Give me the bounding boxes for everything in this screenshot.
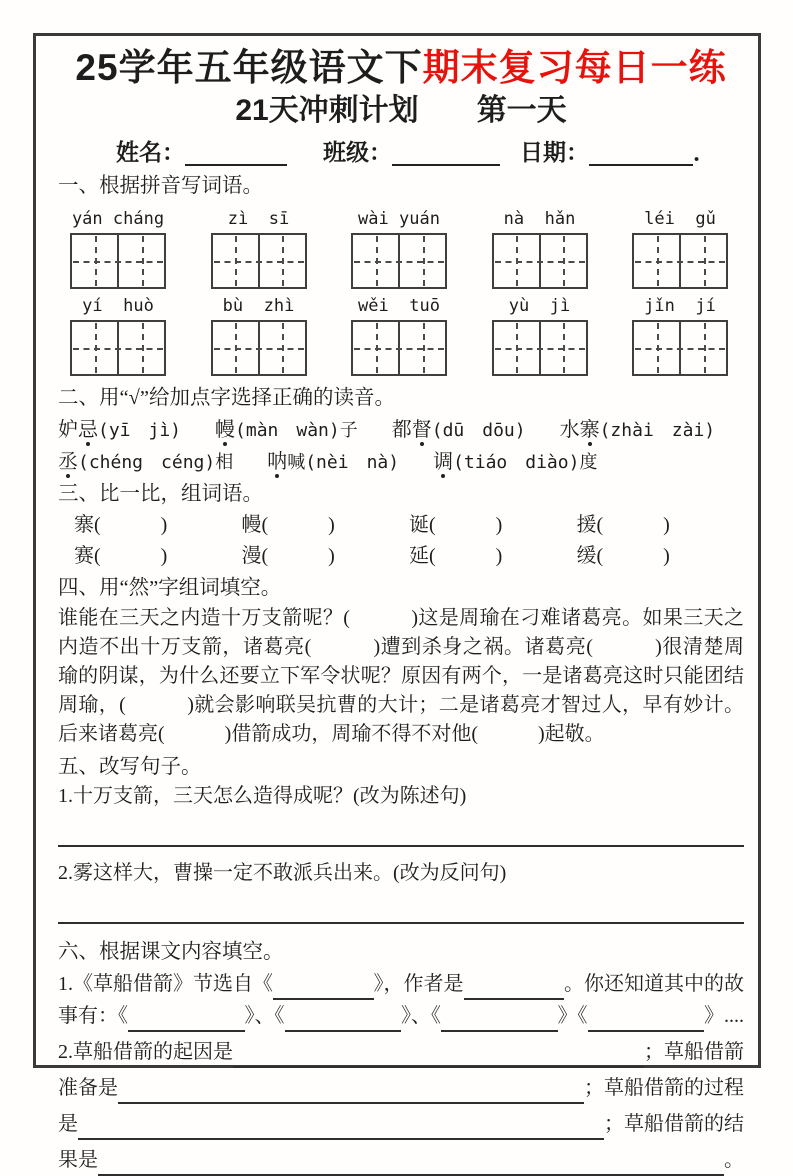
- pronunciation-item: [58, 414, 181, 446]
- writing-grid: [351, 233, 447, 289]
- word-blank: 寨( ): [74, 513, 168, 536]
- pronunciation-item: [392, 414, 526, 446]
- title-black-part: 25学年五年级语文下: [75, 47, 423, 88]
- grid-cell: [72, 322, 117, 374]
- fill-blank: [98, 1152, 724, 1176]
- grid-cell: [213, 235, 258, 287]
- title-red-part: 期末复习每日一练: [422, 47, 727, 88]
- grid-cell: [72, 235, 117, 287]
- pinyin-label: léi gǔ: [644, 209, 716, 230]
- pinyin-item: [199, 208, 319, 289]
- date-blank: [589, 142, 693, 166]
- writing-grid: [70, 320, 166, 376]
- compare-words-row-1: [58, 510, 744, 541]
- pinyin-item: [480, 208, 600, 289]
- pinyin-row-2: [58, 295, 744, 376]
- rewrite-question-1: 1.十万支箭，三天怎么造得成呢？(改为陈述句): [58, 785, 467, 808]
- class-label: 班级：: [323, 139, 392, 165]
- grid-cell: [679, 235, 726, 287]
- page-subtitle: [58, 94, 744, 129]
- dotted-char: 寨: [579, 419, 600, 442]
- cloze-text: ；草船借箭的结: [604, 1112, 744, 1135]
- section5-title: 五、改写句子。: [58, 755, 202, 778]
- rewrite-question-2: 2.雾这样大，曹操一定不敢派兵出来。(改为反问句): [58, 862, 507, 885]
- pinyin-label: bù zhì: [222, 296, 295, 317]
- item-pre: 水: [559, 419, 580, 442]
- fill-blank: [118, 1080, 584, 1104]
- pinyin-label: zì sī: [227, 209, 290, 230]
- fill-blank: [78, 1116, 604, 1140]
- dotted-char: 督: [411, 419, 432, 442]
- pinyin-label: wěi tuō: [358, 296, 440, 317]
- page-title: [58, 46, 744, 90]
- item-options: (dū dōu): [431, 420, 526, 442]
- cloze-text: 1.《草船借箭》节选自《: [58, 972, 273, 995]
- name-blank: [185, 142, 287, 166]
- item-options: (màn wàn)子: [235, 420, 358, 442]
- writing-grid: [492, 233, 588, 289]
- pronunciation-item: [215, 414, 358, 446]
- cloze-q2-line-3: [58, 1108, 744, 1140]
- grid-cell: [353, 322, 398, 374]
- grid-cell: [117, 235, 164, 287]
- cloze-text: 》、《: [401, 1004, 441, 1027]
- pinyin-item: [620, 295, 740, 376]
- grid-cell: [494, 322, 539, 374]
- cloze-text: 果是: [58, 1148, 98, 1171]
- pinyin-item: [620, 208, 740, 289]
- grid-cell: [539, 235, 586, 287]
- fill-blank: [273, 976, 374, 1000]
- pinyin-label: yí huò: [82, 296, 154, 317]
- word-blank: 赛( ): [74, 544, 168, 567]
- dotted-char: 丞: [58, 451, 78, 474]
- cloze-text: 。: [724, 1148, 744, 1171]
- cloze-text: 》《: [557, 1004, 588, 1027]
- answer-line: [58, 811, 744, 847]
- grid-cell: [679, 322, 726, 374]
- word-blank: 漫( ): [241, 544, 335, 567]
- cloze-q2-line-1: [58, 1036, 744, 1068]
- cloze-text: 》、《: [244, 1004, 285, 1027]
- name-label: 姓名：: [116, 139, 185, 165]
- writing-grid: [632, 233, 728, 289]
- fill-blank: [233, 1044, 644, 1068]
- compare-words-row-2: [58, 541, 744, 572]
- fill-blank: [588, 1008, 705, 1032]
- dotted-char: 幔: [215, 419, 236, 442]
- fill-blank: [128, 1008, 245, 1032]
- section4-title: 四、用“然”字组词填空。: [58, 576, 282, 599]
- grid-cell: [494, 235, 539, 287]
- pinyin-item: [199, 295, 319, 376]
- item-options: (chéng céng)相: [78, 452, 234, 474]
- pinyin-label: wài yuán: [358, 209, 440, 230]
- answer-line: [58, 888, 744, 924]
- pinyin-item: [339, 208, 459, 289]
- section1-title: 一、根据拼音写词语。: [58, 175, 263, 198]
- section3-title: 三、比一比，组词语。: [58, 483, 263, 506]
- cloze-q2-line-2: [58, 1072, 744, 1104]
- item-options: 喊(nèi nà): [287, 452, 400, 474]
- pinyin-label: nà hǎn: [503, 209, 576, 230]
- grid-cell: [634, 322, 679, 374]
- pinyin-label: jǐn jí: [644, 296, 716, 317]
- date-suffix: ．: [693, 139, 716, 165]
- student-info-row: [116, 139, 744, 167]
- grid-cell: [258, 235, 305, 287]
- subtitle-plan: 21天冲刺计划: [235, 94, 419, 128]
- item-options: (zhài zài): [599, 420, 716, 442]
- pinyin-item: [339, 295, 459, 376]
- writing-grid: [70, 233, 166, 289]
- item-options: (yī jì): [98, 420, 182, 442]
- pronunciation-line-1: [58, 414, 744, 446]
- writing-grid: [492, 320, 588, 376]
- grid-cell: [353, 235, 398, 287]
- pronunciation-item: [267, 446, 399, 478]
- word-blank: 缓( ): [576, 544, 670, 567]
- word-blank: 延( ): [409, 544, 503, 567]
- dotted-char: 调: [433, 451, 454, 474]
- word-blank: 援( ): [576, 513, 670, 536]
- grid-cell: [398, 235, 445, 287]
- worksheet-page: [33, 33, 761, 1171]
- pinyin-label: yù jì: [508, 296, 571, 317]
- cloze-text: 事有：《: [58, 1004, 128, 1027]
- grid-cell: [398, 322, 445, 374]
- word-blank: 诞( ): [409, 513, 503, 536]
- pronunciation-line-2: [58, 446, 744, 478]
- grid-cell: [117, 322, 164, 374]
- item-pre: 都: [391, 419, 412, 442]
- cloze-text: ；草船借箭: [644, 1040, 744, 1063]
- fill-blank: [285, 1008, 402, 1032]
- cloze-q1-line-2: [58, 1000, 744, 1032]
- pronunciation-item: [433, 446, 597, 478]
- cloze-text: 准备是: [58, 1076, 118, 1099]
- pronunciation-item: [58, 446, 233, 478]
- pinyin-item: [480, 295, 600, 376]
- cloze-text: 。你还知道其中的故: [564, 972, 744, 995]
- item-options: (tiáo diào)度: [453, 452, 598, 474]
- cloze-text: 》....: [704, 1004, 744, 1027]
- date-label: 日期：: [520, 139, 589, 165]
- writing-grid: [211, 320, 307, 376]
- cloze-text: 是: [58, 1112, 78, 1135]
- writing-grid: [632, 320, 728, 376]
- fill-passage: 谁能在三天之内造十万支箭呢？( )这是周瑜在刁难诸葛亮。如果三天之内造不出十万支箭，诸葛亮( )遭到杀身之祸。诸葛亮( )很清楚周瑜的阴谋，为什么还要立下军令状呢？原因有两个，一是诸葛亮这时只能团结周瑜，( )就会影响联吴抗曹的大计；二是诸葛亮才智过人，早有妙计。后来诸葛亮( )借箭成功，周瑜不得不对他( )起敬。: [58, 606, 744, 745]
- pronunciation-item: [560, 414, 716, 446]
- cloze-text: 》，作者是: [373, 972, 464, 995]
- grid-cell: [213, 322, 258, 374]
- fill-blank: [441, 1008, 558, 1032]
- item-pre: 妒: [58, 419, 78, 442]
- pinyin-item: [58, 295, 178, 376]
- section2-title: 二、用“√”给加点字选择正确的读音。: [58, 387, 395, 410]
- cloze-text: 2.草船借箭的起因是: [58, 1040, 233, 1063]
- pinyin-label: yán cháng: [71, 209, 165, 230]
- cloze-text: ；草船借箭的过程: [584, 1076, 744, 1099]
- cloze-q1-line-1: [58, 968, 744, 1000]
- grid-cell: [634, 235, 679, 287]
- subtitle-day: 第一天: [476, 94, 567, 128]
- pinyin-row-1: [58, 208, 744, 289]
- writing-grid: [211, 233, 307, 289]
- cloze-q2-line-4: [58, 1144, 744, 1176]
- word-blank: 幔( ): [241, 513, 335, 536]
- dotted-char: 呐: [267, 451, 288, 474]
- class-blank: [392, 142, 500, 166]
- dotted-char: 忌: [78, 419, 98, 442]
- section6-title: 六、根据课文内容填空。: [58, 941, 284, 964]
- grid-cell: [258, 322, 305, 374]
- writing-grid: [351, 320, 447, 376]
- fill-blank: [464, 976, 565, 1000]
- pinyin-item: [58, 208, 178, 289]
- grid-cell: [539, 322, 586, 374]
